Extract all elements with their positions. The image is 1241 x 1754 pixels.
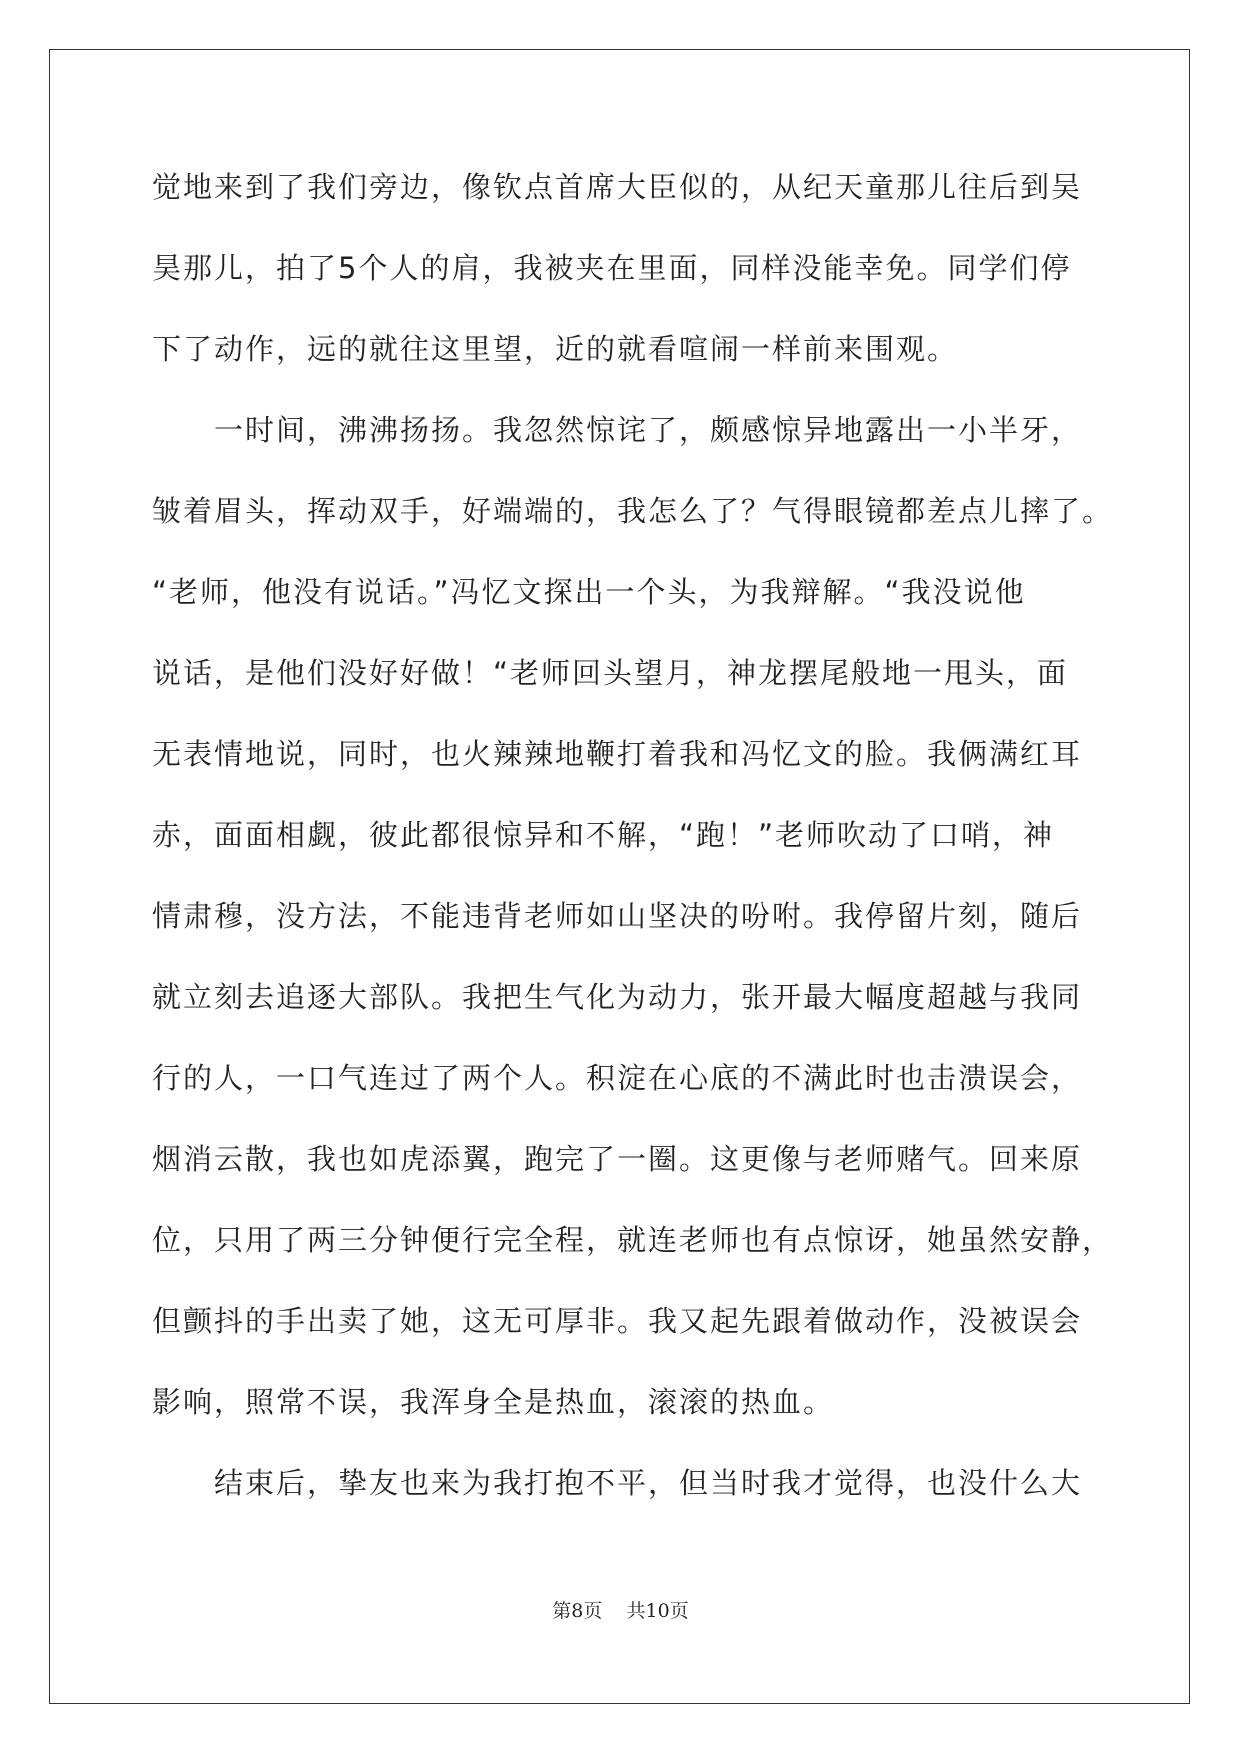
text-line: 结束后，挚友也来为我打抱不平，但当时我才觉得，也没什么大	[214, 1466, 1083, 1500]
text-line: 但颤抖的手出卖了她，这无可厚非。我又起先跟着做动作，没被误会	[152, 1304, 1083, 1338]
text-line: 赤，面面相觑，彼此都很惊异和不解，“跑！”老师吹动了口哨，神	[152, 818, 1055, 852]
text-line: 昊那儿，拍了5个人的肩，我被夹在里面，同样没能幸免。同学们停	[152, 251, 1072, 285]
text-line: 无表情地说，同时，也火辣辣地鞭打着我和冯忆文的脸。我俩满红耳	[152, 737, 1083, 771]
text-line: 情肃穆，没方法，不能违背老师如山坚决的吩咐。我停留片刻，随后	[152, 899, 1083, 933]
text-line: 下了动作，远的就往这里望，近的就看喧闹一样前来围观。	[152, 332, 959, 366]
text-line: 烟消云散，我也如虎添翼，跑完了一圈。这更像与老师赌气。回来原	[152, 1142, 1083, 1176]
text-line: 就立刻去追逐大部队。我把生气化为动力，张开最大幅度超越与我同	[152, 980, 1083, 1014]
text-line: 一时间，沸沸扬扬。我忽然惊诧了，颇感惊异地露出一小半牙，	[214, 413, 1083, 447]
text-line: “老师，他没有说话。”冯忆文探出一个头，为我辩解。“我没说他	[152, 575, 1026, 609]
document-body	[152, 162, 1112, 1539]
text-line: 皱着眉头，挥动双手，好端端的，我怎么了？气得眼镜都差点儿摔了。	[152, 494, 1114, 528]
text-line: 觉地来到了我们旁边，像钦点首席大臣似的，从纪天童那儿往后到吴	[152, 170, 1083, 204]
text-line: 行的人，一口气连过了两个人。积淀在心底的不满此时也击溃误会，	[152, 1061, 1083, 1095]
text-line: 说话，是他们没好好做！“老师回头望月，神龙摆尾般地一甩头，面	[152, 656, 1069, 690]
text-line: 位，只用了两三分钟便行完全程，就连老师也有点惊讶，她虽然安静，	[152, 1223, 1114, 1257]
page-number-footer: 第8页 共10页	[552, 1600, 689, 1622]
text-line: 影响，照常不误，我浑身全是热血，滚滚的热血。	[152, 1385, 835, 1419]
